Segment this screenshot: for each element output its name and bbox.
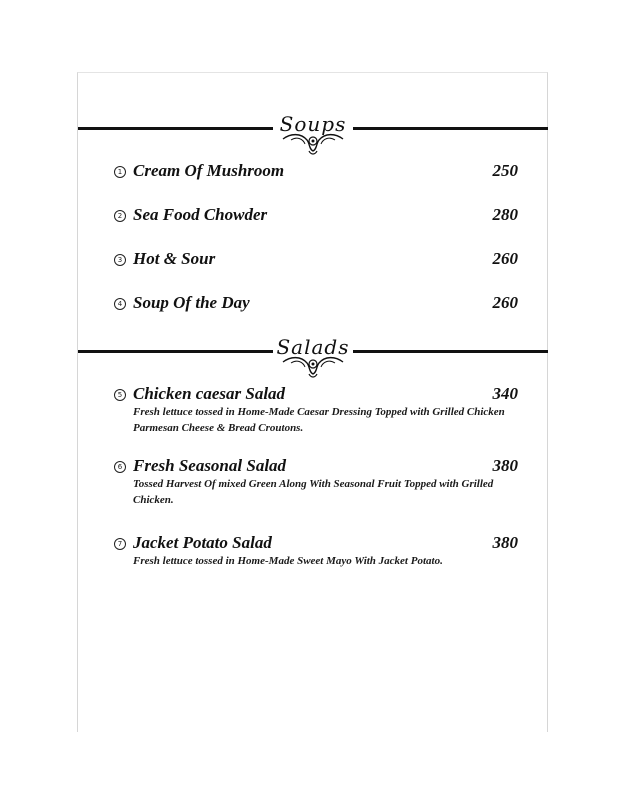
item-price: 340 <box>492 384 518 403</box>
item-name: Chicken caesar Salad <box>133 384 286 403</box>
item-name: Cream Of Mushroom <box>133 161 285 180</box>
item-price: 380 <box>492 533 518 552</box>
item-price: 260 <box>492 293 518 312</box>
item-price: 260 <box>492 249 518 268</box>
item-price: 380 <box>492 456 518 475</box>
item-number: 5 <box>114 389 126 401</box>
item-description: Tossed Harvest Of mixed Green Along With Seasonal Fruit Topped with Grilled Chicken. <box>133 478 494 506</box>
header-rule-right <box>353 350 548 353</box>
flourish-ornament-icon <box>281 354 345 380</box>
item-number: 4 <box>114 298 126 310</box>
item-number: 6 <box>114 461 126 473</box>
section-title: Salads <box>276 335 350 359</box>
item-name: Hot & Sour <box>133 249 216 268</box>
flourish-ornament-icon <box>281 131 345 157</box>
header-rule-right <box>353 127 548 130</box>
item-number: 3 <box>114 254 126 266</box>
item-number: 7 <box>114 538 126 550</box>
item-price: 280 <box>492 205 518 224</box>
item-name: Sea Food Chowder <box>133 205 268 224</box>
section-header-salads <box>78 337 548 381</box>
section-header-soups <box>78 114 548 158</box>
item-price: 250 <box>492 161 518 180</box>
item-name: Fresh Seasonal Salad <box>133 456 287 475</box>
item-number: 2 <box>114 210 126 222</box>
item-name: Soup Of the Day <box>133 293 250 312</box>
item-name: Jacket Potato Salad <box>133 533 272 552</box>
item-description: Fresh lettuce tossed in Home-Made Sweet Mayo With Jacket Potato. <box>133 555 443 567</box>
section-title: Soups <box>279 112 347 136</box>
item-number: 1 <box>114 166 126 178</box>
item-description: Fresh lettuce tossed in Home-Made Caesar Dressing Topped with Grilled Chicken Parmesan Cheese & Bread Croutons. <box>133 406 505 434</box>
